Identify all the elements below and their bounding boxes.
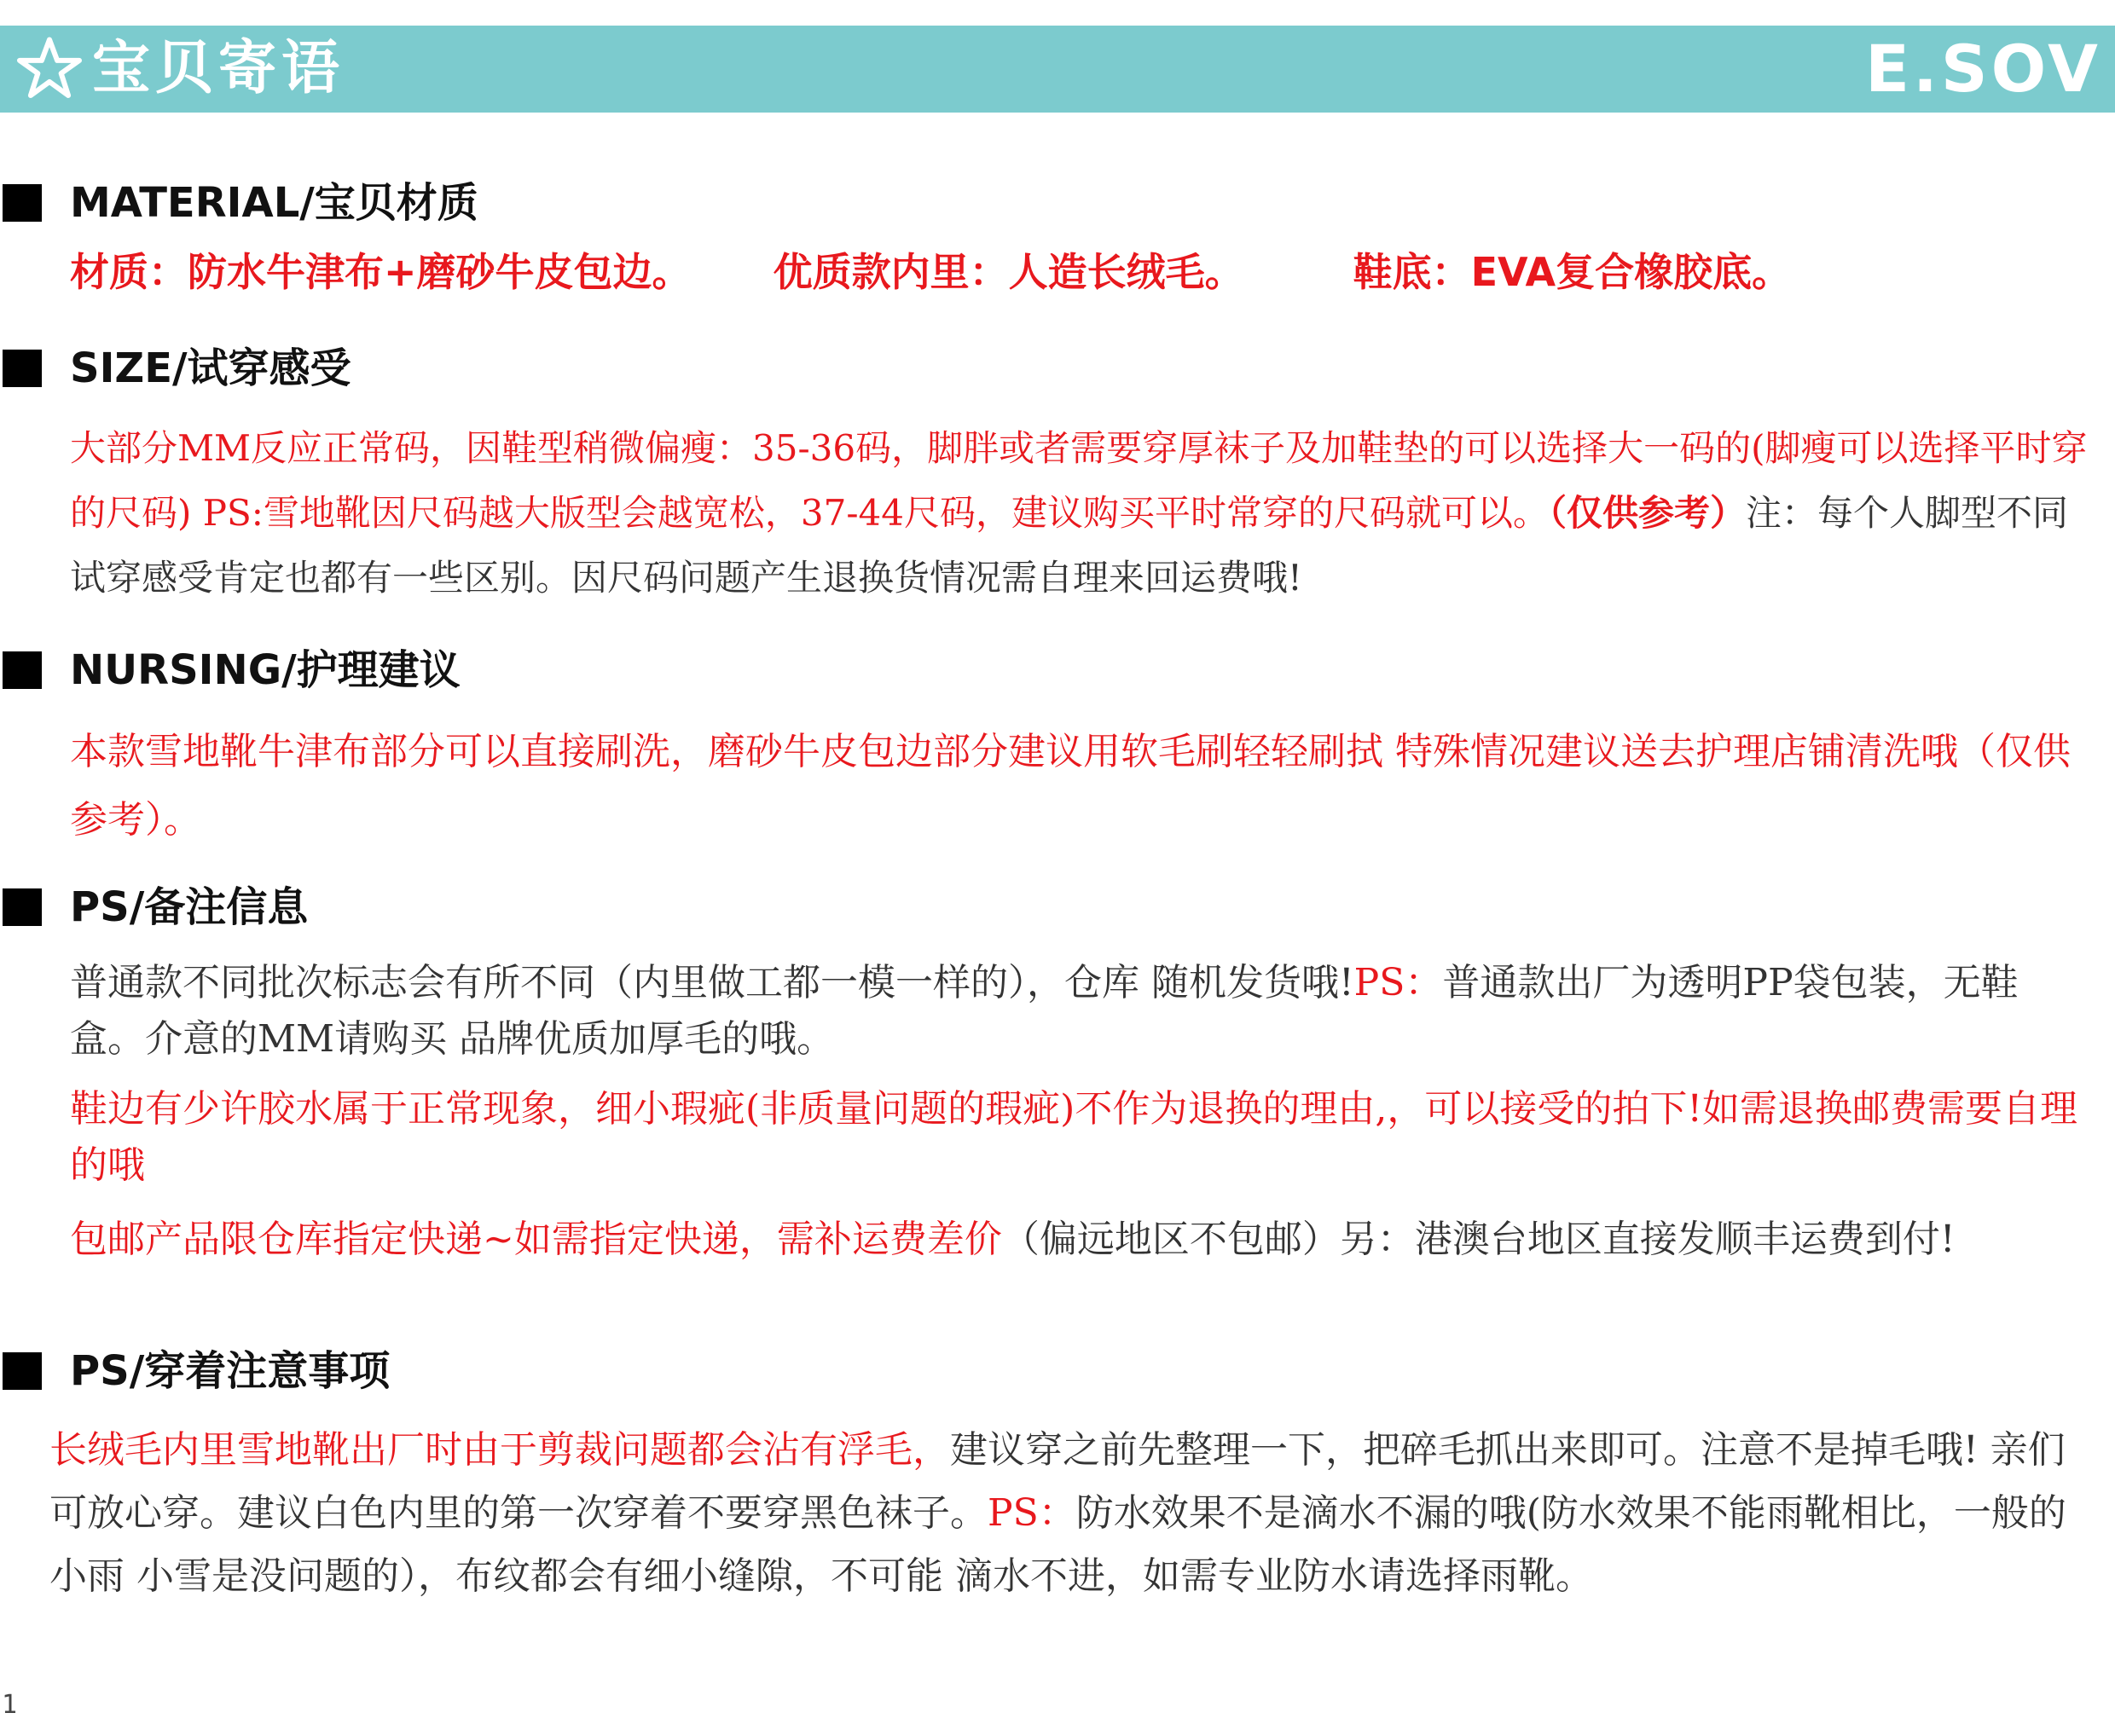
square-bullet-icon (3, 888, 42, 926)
section-title: MATERIAL/宝贝材质 (70, 179, 478, 227)
ps-info-batch: 普通款不同批次标志会有所不同（内里做工都一模一样的），仓库 随机发货哦! (70, 961, 1354, 1004)
ps-label: PS： (1353, 961, 1443, 1004)
ps-info-text-2: 鞋边有少许胶水属于正常现象，细小瑕疵(非质量问题的瑕疵)不作为退换的理由,，可以接受的拍下!如需退换邮费需要自理的哦 (70, 1087, 2077, 1187)
header-bar (0, 26, 2115, 113)
header-title: 宝贝寄语 (92, 35, 345, 102)
material-text (70, 242, 2091, 302)
ps-info-remote: （偏远地区不包邮）另：港澳台地区直接发顺丰运费到付! (1001, 1218, 1956, 1261)
ps-info-packaging: 普通款出厂为透明PP袋包装，无鞋盒。介意的MM请购买 品牌优质加厚毛的哦。 (70, 961, 2019, 1061)
size-advice: 大部分MM反应正常码，因鞋型稍微偏瘦：35-36码，脚胖或者需要穿厚袜子及加鞋垫的可以选择大一码的(脚瘦可以选择平时穿的尺码) PS:雪地靴因尺码越大版型会越宽松，37-44尺码，建议购买平时常穿的尺码就可以。 (70, 427, 2088, 534)
size-note: 注：每个人脚型不同试穿感受肯定也都有一些区别。因尺码问题产生退换货情况需自理来回运费哦! (70, 492, 2069, 599)
square-bullet-icon (3, 651, 42, 689)
section-title: SIZE/试穿感受 (70, 344, 351, 392)
wear-advice: 建议穿之前先整理一下，把碎毛抓出来即可。注意不是掉毛哦! 亲们可放心穿。建议白色内里的第一次穿着不要穿黑色袜子。 (49, 1428, 2066, 1535)
material-lining: 优质款内里：人造长绒毛。 (773, 249, 1244, 295)
square-bullet-icon (3, 184, 42, 222)
wear-waterproof: 防水效果不是滴水不漏的哦(防水效果不能雨靴相比，一般的小雨 小雪是没问题的），布纹都会有细小缝隙，不可能 滴水不进，如需专业防水请选择雨靴。 (49, 1491, 2066, 1598)
ps-info-shipping: 包邮产品限仓库指定快递~如需指定快递，需补运费差价 (70, 1218, 1002, 1261)
size-text (70, 416, 2091, 610)
size-reference: （仅供参考） (1549, 492, 1747, 534)
section-title: PS/穿着注意事项 (70, 1347, 391, 1395)
section-title: PS/备注信息 (70, 883, 309, 931)
brand-logo: E.SOV (1865, 31, 2101, 107)
wear-text (49, 1419, 2091, 1608)
section-title: NURSING/护理建议 (70, 646, 461, 694)
ps-info-text-3 (70, 1209, 2091, 1270)
star-icon (17, 36, 82, 101)
square-bullet-icon (3, 350, 42, 387)
ps-info-text-1 (70, 955, 2091, 1068)
ps-label: PS： (988, 1491, 1076, 1535)
page-number: 1 (2, 1690, 18, 1720)
material-sole: 鞋底：EVA复合橡胶底。 (1353, 249, 1792, 295)
wear-lint: 长绒毛内里雪地靴出厂时由于剪裁问题都会沾有浮毛， (49, 1428, 950, 1472)
square-bullet-icon (3, 1352, 42, 1390)
material-fabric: 材质：防水牛津布+磨砂牛皮包边。 (70, 249, 692, 295)
nursing-text: 本款雪地靴牛津布部分可以直接刷洗，磨砂牛皮包边部分建议用软毛刷轻轻刷拭 特殊情况建议送去护理店铺清洗哦（仅供参考）。 (70, 730, 2071, 842)
